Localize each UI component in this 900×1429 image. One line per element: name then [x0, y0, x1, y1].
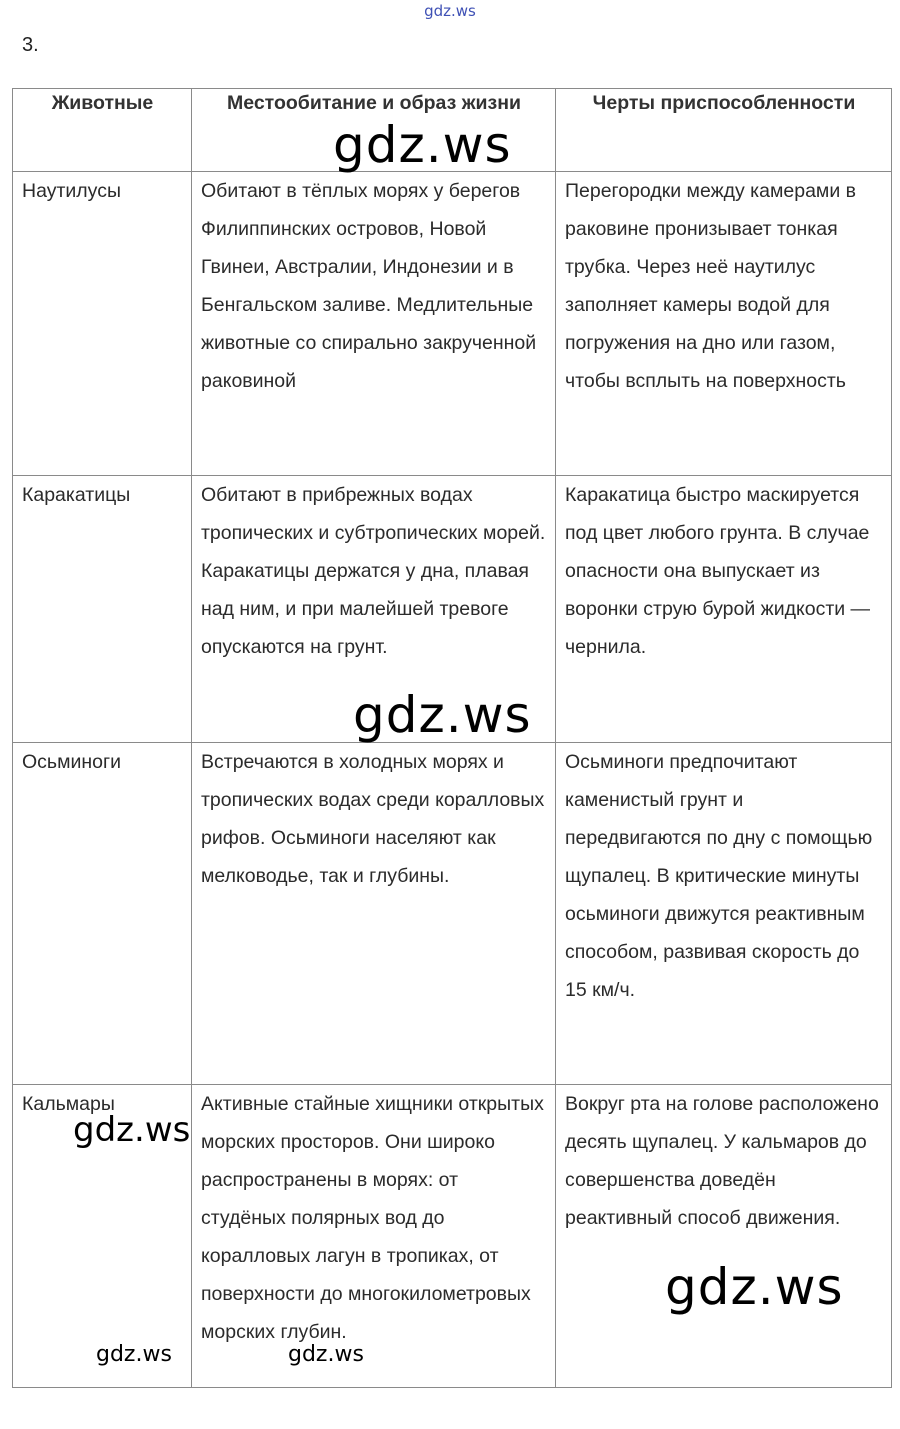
cell-animal: Каракатицы: [13, 476, 192, 743]
cell-animal: Кальмары: [13, 1085, 192, 1388]
header-animals: Животные: [13, 89, 192, 172]
cell-adaptation: Вокруг рта на голове расположено десять щупалец. У кальмаров до совершенства доведён реактивный способ движения.: [556, 1085, 892, 1388]
table-row: [13, 743, 892, 1085]
cell-adaptation: Перегородки между камерами в раковине пронизывает тонкая трубка. Через неё наутилус заполняет камеры водой для погружения на дно или газом, чтобы всплыть на поверхность: [556, 172, 892, 476]
watermark: gdz.ws: [333, 116, 512, 174]
top-watermark: gdz.ws: [424, 2, 476, 20]
cell-habitat: Встречаются в холодных морях и тропических водах среди коралловых рифов. Осьминоги населяют как мелководье, так и глубины.: [192, 743, 556, 1085]
watermark: gdz.ws: [73, 1110, 191, 1150]
table-row: [13, 172, 892, 476]
cell-animal: Осьминоги: [13, 743, 192, 1085]
watermark: gdz.ws: [665, 1258, 844, 1316]
cell-adaptation: Каракатица быстро маскируется под цвет любого грунта. В случае опасности она выпускает из воронки струю бурой жидкости — чернила.: [556, 476, 892, 743]
cell-habitat: Обитают в тёплых морях у берегов Филиппинских островов, Новой Гвинеи, Австралии, Индонезии и в Бенгальском заливе. Медлительные животные со спирально закрученной раковиной: [192, 172, 556, 476]
cell-habitat: Активные стайные хищники открытых морских просторов. Они широко распространены в морях: от студёных полярных вод до коралловых лагун в тропиках, от поверхности до многокилометровых морских глубин.: [192, 1085, 556, 1388]
task-number: 3.: [22, 34, 39, 56]
watermark: gdz.ws: [96, 1342, 172, 1367]
watermark: gdz.ws: [288, 1342, 364, 1367]
header-habitat: Местообитание и образ жизни: [192, 89, 556, 172]
cell-adaptation: Осьминоги предпочитают каменистый грунт и передвигаются по дну с помощью щупалец. В критические минуты осьминоги движутся реактивным способом, развивая скорость до 15 км/ч.: [556, 743, 892, 1085]
cell-animal: Наутилусы: [13, 172, 192, 476]
watermark: gdz.ws: [353, 686, 532, 744]
cell-habitat: Обитают в прибрежных водах тропических и субтропических морей. Каракатицы держатся у дна, плавая над ним, и при малейшей тревоге опускаются на грунт.: [192, 476, 556, 743]
header-adaptation: Черты приспособленности: [556, 89, 892, 172]
